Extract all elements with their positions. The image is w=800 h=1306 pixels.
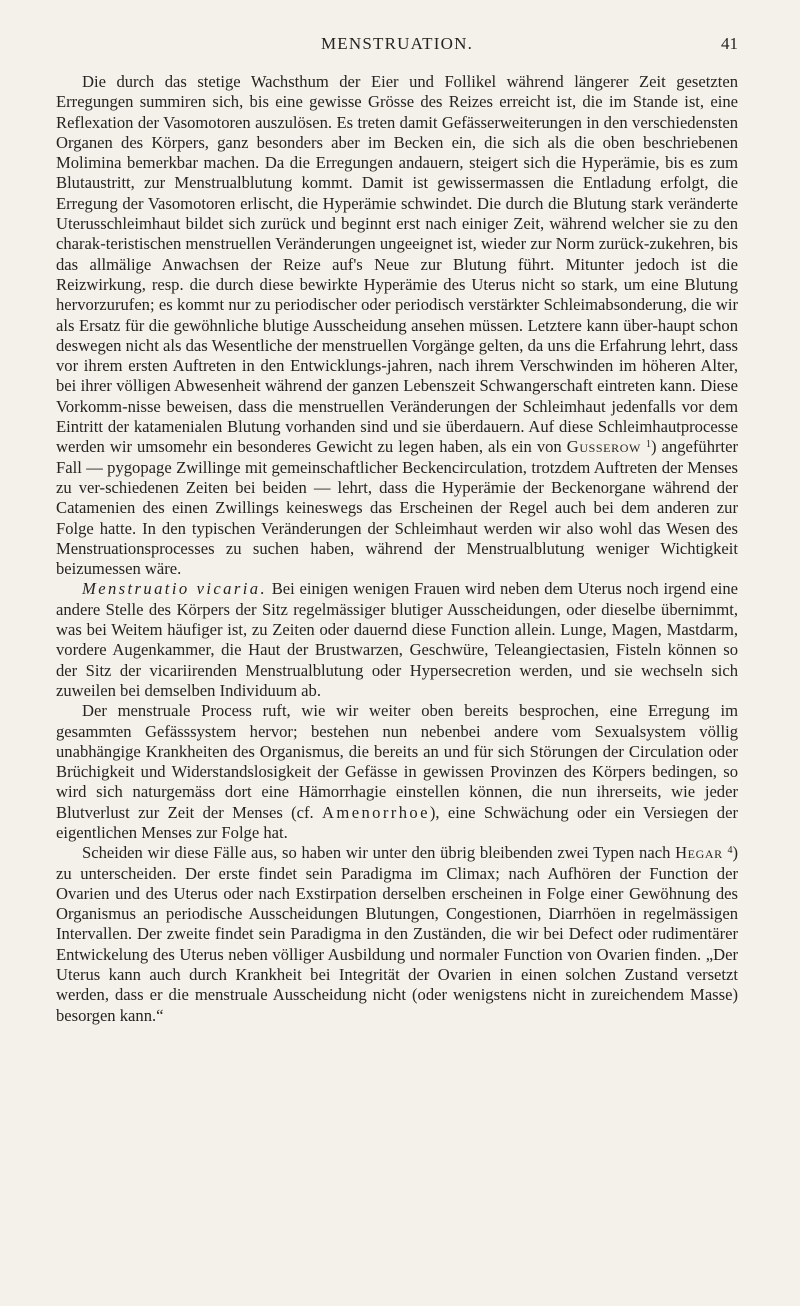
author-hegar: Hegar	[675, 843, 723, 863]
author-gusserow: Gusserow	[566, 437, 641, 457]
page-header	[56, 34, 738, 58]
paragraph-3	[56, 701, 738, 843]
paragraph-3-continuation: ), eine Schwächung oder ein Versiegen der eigentlichen Menses zur Folge hat.	[56, 802, 738, 842]
paragraph-2	[56, 579, 738, 701]
term-amenorrhoe: Amenorrhoe	[322, 802, 430, 822]
footnote-ref-4: 4	[727, 845, 733, 857]
running-title: MENSTRUATION.	[320, 34, 474, 53]
paragraph-1-text: Die durch das stetige Wachsthum der Eier und Follikel während längerer Zeit gesetzten Erregungen summiren sich, bis eine gewisse Grösse des Reizes erreicht ist, die im Stande ist, eine Reflexation der Vasomotoren auszulösen. Es treten damit Gefässerweiterungen in den verschiedensten Organen des Körpers, ganz besonders aber im Becken ein, die sich als die oben beschriebenen Molimina bemerkbar machen. Da die Erregungen andauern, steigert sich die Hyperämie, bis es zum Blutaustritt, zur Menstrualblutung kommt. Damit ist gewissermassen die Entladung erfolgt, die Erregung der Vasomotoren erlischt, die Hyperämie schwindet. Die durch die Blutung stark veränderte Uterusschleimhaut bildet sich zurück und beginnt erst nach einiger Zeit, während welcher sie zu den charak-teristischen menstruellen Veränderungen ungeeignet ist, wieder zur Norm zurück-zukehren, bis das allmälige Anwachsen der Reize auf's Neue zur Blutung führt. Mitunter jedoch ist die Reizwirkung, resp. die durch diese bewirkte Hyperämie des Uterus nicht so stark, um eine Blutung hervorzurufen; es kommt nur zu periodischer oder periodisch verstärkter Schleimabsonderung, die wir als Ersatz für die gewöhnliche blutige Ausscheidung ansehen müssen. Letztere kann über-haupt schon deswegen nicht als das Wesentliche der menstruellen Vorgänge gelten, da uns die Erfahrung lehrt, dass vor ihrem ersten Auftreten in den Entwicklungs-jahren, nach ihrem Verschwinden im höheren Alter, bei ihrer völligen Abwesenheit während der ganzen Lebenszeit Schwangerschaft eintreten kann. Diese Vorkomm-nisse beweisen, dass die menstruellen Veränderungen der Schleimhaut jedenfalls vor dem Eintritt der katamenialen Blutung vorhanden sind und sie überdauern. Auf diese Schleimhautprocesse werden wir umsomehr ein besonderes Gewicht zu legen haben, als ein von	[56, 72, 738, 457]
footnote-ref-1: 1	[645, 439, 651, 451]
paragraph-1	[56, 72, 738, 579]
paragraph-4-text: Scheiden wir diese Fälle aus, so haben wir unter den übrig bleibenden zwei Typen nach	[82, 843, 671, 863]
paragraph-1-continuation: ) angeführter Fall — pygopage Zwillinge mit gemeinschaftlicher Beckencirculation, trotzdem Auftreten der Menses zu ver-schiedenen Zeiten bei beiden — lehrt, dass die Hyperämie der Beckenorgane während der Catamenien des einen Zwillings keineswegs das Erscheinen der Regel auch bei dem anderen zur Folge hatte. In den typischen Veränderungen der Schleimhaut werden wir also wohl das Wesen des Menstruationsprocesses zu suchen haben, während der Menstrualblutung weniger Wichtigkeit beizumessen wäre.	[56, 437, 739, 579]
page-number: 41	[721, 34, 738, 53]
paragraph-3-text: Der menstruale Process ruft, wie wir weiter oben bereits besprochen, eine Erregung im gesammten Gefässsystem hervor; bestehen nun nebenbei andere vom Sexualsystem völlig unabhängige Krankheiten des Organismus, die bereits an und für sich Störungen der Circulation oder Brüchigkeit und Widerstandslosigkeit der Gefässe in gewissen Provinzen des Körpers bedingen, so wird sich naturgemäss dort eine Hämorrhagie einstellen können, die nun ihrerseits, wie jeder Blutverlust zur Zeit der Menses (cf.	[56, 701, 738, 822]
paragraph-4	[56, 843, 738, 1026]
body-text	[56, 72, 738, 1026]
section-term-menstruatio-vicaria: Menstruatio vicaria.	[82, 579, 267, 599]
paragraph-4-continuation: ) zu unterscheiden. Der erste findet sein Paradigma im Climax; nach Aufhören der Function der Ovarien und des Uterus oder nach Exstirpation derselben erscheinen in Folge einer Gewöhnung des Organismus an periodische Ausscheidungen Blutungen, Congestionen, Diarrhöen in regelmässigen Intervallen. Der zweite findet sein Paradigma in den Zuständen, die wir bei Defect oder rudimentärer Entwickelung des Uterus neben völliger Ausbildung und normaler Function von Ovarien finden. „Der Uterus kann auch durch Krankheit bei Integrität der Ovarien in einen solchen Zustand versetzt werden, dass er die menstruale Ausscheidung nicht (oder wenigstens nicht in zureichendem Masse) besorgen kann.“	[56, 843, 738, 1025]
paragraph-2-text: Bei einigen wenigen Frauen wird neben dem Uterus noch irgend eine andere Stelle des Körpers der Sitz regelmässiger blutiger Ausscheidungen, oder dieselbe übernimmt, was bei Weitem häufiger ist, zu Zeiten oder dauernd diese Function allein. Lunge, Magen, Mastdarm, vordere Augenkammer, die Haut der Brustwarzen, Geschwüre, Teleangiectasien, Fisteln können so der Sitz der vicariirenden Menstrualblutung oder Hypersecretion werden, und sie wechseln sich zuweilen bei demselben Individuum ab.	[56, 579, 738, 700]
